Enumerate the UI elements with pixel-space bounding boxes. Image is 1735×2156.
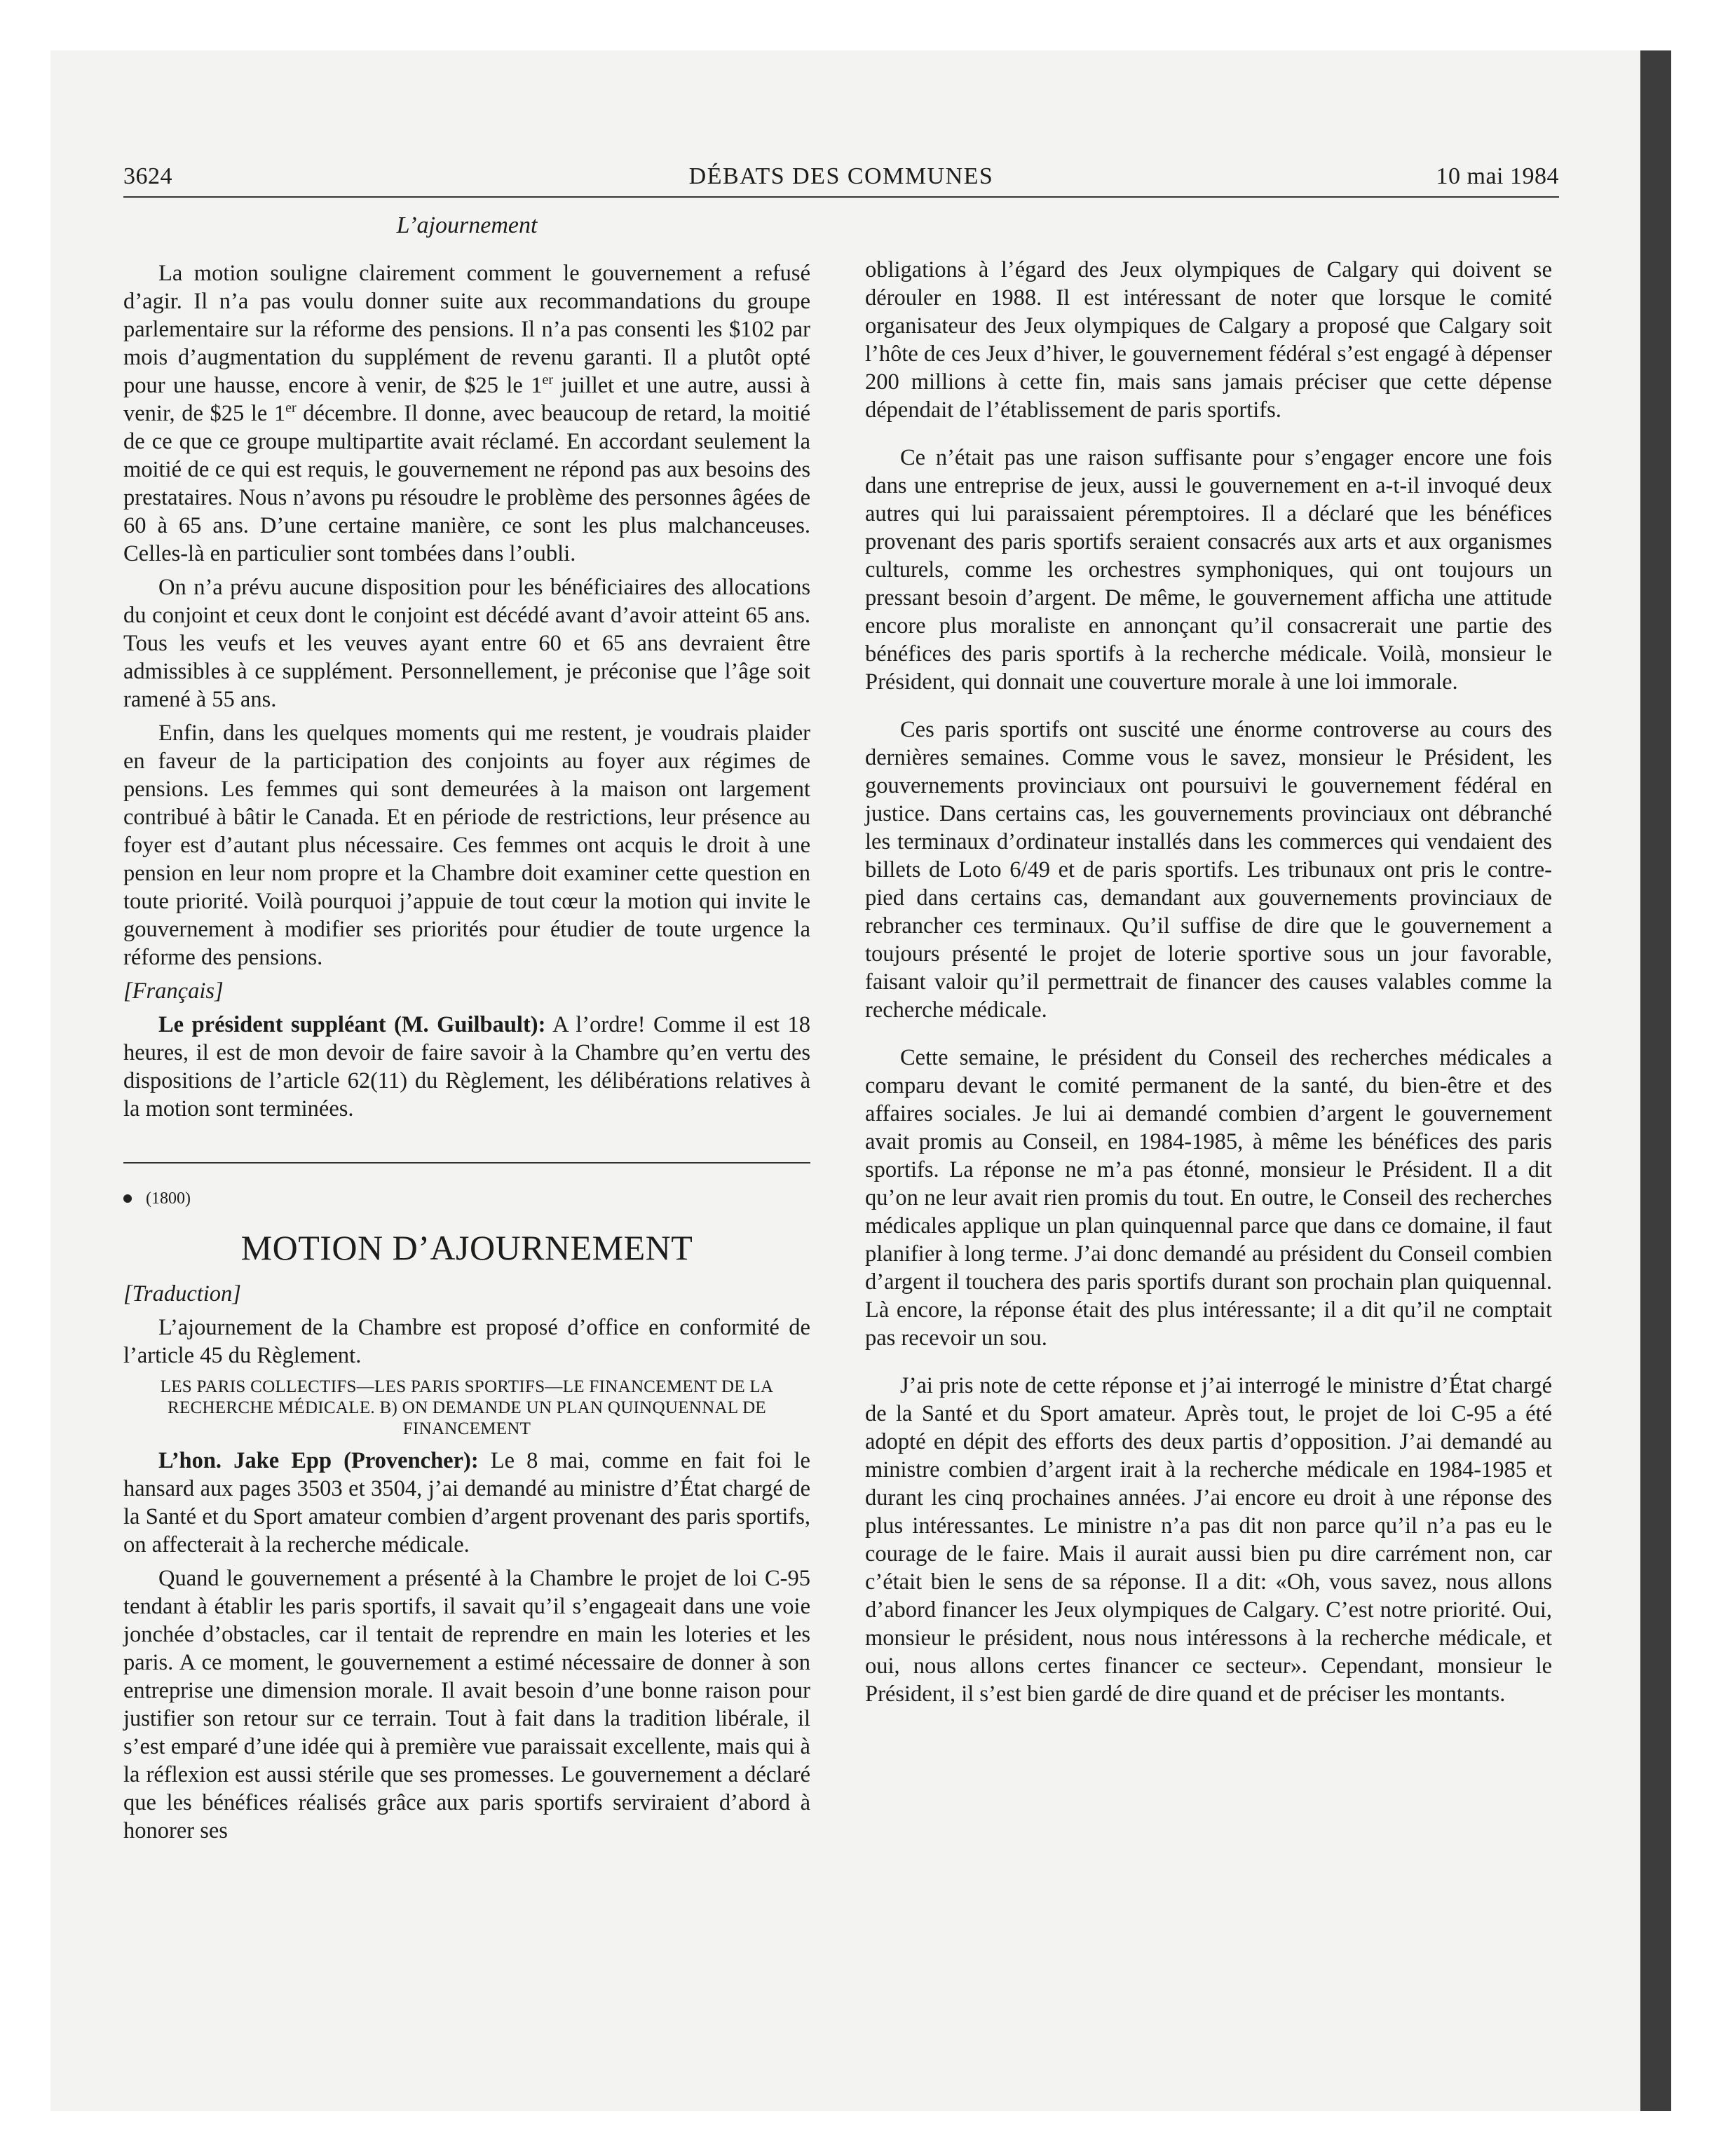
language-tag: [Français] [123, 978, 224, 1004]
speaker-name: Le président suppléant (M. Guilbault): [158, 1012, 546, 1037]
paragraph-text: décembre. Il donne, avec beaucoup de retard, la moitié de ce que ce groupe multipartite avait réclamé. En accordant seulement la moitié de ce qui est requis, le gouvernement ne répond pas aux besoins des prestataires. Nous n’avons pu résoudre le problème des personnes âgées de 60 à 65 ans. D’une certaine manière, ce sont les plus malchanceuses. Celles-là en particulier sont tombées dans l’oubli. [123, 401, 811, 566]
paragraph: Ces paris sportifs ont suscité une énorme controverse au cours des dernières semaines. Comme vous le savez, monsieur le Président, les gouvernements provinciaux ont poursuivi le gouvernement fédéral en justice. Dans certains cas, les gouvernements provinciaux ont débranché les terminaux d’ordinateur installés dans les commerces qui vendaient des billets de Loto 6/49 et de paris sportifs. Les tribunaux ont pris le contre-pied dans certains cas, demandant aux gouvernements provinciaux de rebrancher ces terminaux. Qu’il suffise de dire que le gouvernement a toujours présenté le projet de loterie sportive sous un jour favorable, faisant valoir qu’il permettrait de financer des causes valables comme la recherche médicale. [865, 717, 1552, 1023]
bullet-icon [123, 1194, 132, 1203]
paragraph: Quand le gouvernement a présenté à la Chambre le projet de loi C-95 tendant à établir les paris sportifs, il savait qu’il s’engageait dans une voie jonchée d’obstacles, car il tentait de reprendre en main les loteries et les paris. A ce moment, le gouvernement a estimé nécessaire de donner à son entreprise une dimension morale. Il avait besoin d’une bonne raison pour justifier son retour sur ce terrain. Tout à fait dans la tradition libérale, il s’est emparé d’une idée qui à première vue paraissait excellente, mais qui à la réflexion est aussi stérile que ses promesses. Le gouvernement a déclaré que les bénéfices réalisés grâce aux paris sportifs serviraient d’abord à honorer ses [123, 1566, 810, 1843]
speech-paragraph [123, 1011, 810, 1123]
superscript: er [285, 400, 297, 416]
paragraph [123, 259, 810, 568]
paragraph: J’ai pris note de cette réponse et j’ai interrogé le ministre d’État chargé de la Santé et du Sport amateur. Après tout, le projet de loi C-95 a été adopté en dépit des efforts des deux partis d’opposition. J’ai demandé au ministre combien d’argent irait à la recherche médicale en 1984-1985 et durant les cinq prochaines années. J’ai encore eu droit à une réponse des plus intéressantes. Le ministre n’a pas dit non parce qu’il n’a pas eu le courage de le faire. Mais il aurait aussi bien pu dire carrément non, car c’était bien le sens de sa réponse. Il a dit: «Oh, vous savez, nous allons d’abord financer les Jeux olympiques de Calgary. C’est notre priorité. Oui, monsieur le président, nous nous intéressons à la recherche médicale, et oui, nous allons certes financer ce secteur». Cependant, monsieur le Président, il s’est bien gardé de dire quand et de préciser les montants. [865, 1373, 1552, 1707]
paragraph: On n’a prévu aucune disposition pour les bénéficiaires des allocations du conjoint et ceux dont le conjoint est décédé avant d’avoir atteint 65 ans. Tous les veufs et les veuves ayant entre 60 et 65 ans devraient être admissibles à ce supplément. Personnellement, je préconise que l’âge soit ramené à 55 ans. [123, 575, 810, 712]
scan-edge-bar [1640, 50, 1671, 2111]
right-column [865, 256, 1552, 1728]
section-divider [123, 1162, 810, 1164]
publication-title: DÉBATS DES COMMUNES [688, 163, 994, 189]
paragraph: obligations à l’égard des Jeux olympiques de Calgary qui doivent se dérouler en 1988. Il est intéressant de noter que lorsque le comité organisateur des Jeux olympiques de Calgary a proposé que Calgary soit l’hôte de ces Jeux d’hiver, le gouvernement fédéral s’est engagé à dépenser 200 millions à cette fin, mais sans jamais préciser que cette dépense dépendait de l’établissement de paris sportifs. [865, 257, 1552, 423]
motion-title: MOTION D’AJOURNEMENT [240, 1228, 693, 1267]
page-number: 3624 [123, 163, 172, 189]
left-column [123, 203, 810, 1850]
page-header [123, 158, 1559, 200]
paragraph: L’ajournement de la Chambre est proposé d’office en conformité de l’article 45 du Règlement. [123, 1315, 810, 1368]
section-title: L’ajournement [396, 212, 538, 238]
paragraph-text: juillet et une autre, aussi à venir, de $25 le 1 [123, 373, 810, 426]
timestamp-text: (1800) [146, 1189, 191, 1208]
paragraph-text: La motion souligne clairement comment le gouvernement a refusé d’agir. Il n’a pas voulu donner suite aux recommandations du groupe parlementaire sur la réforme des pensions. Il n’a pas consenti les $102 par mois d’augmentation du supplément de revenu garanti. Il a plutôt opté pour une hausse, encore à venir, de $25 le 1 [123, 261, 810, 398]
paragraph: Enfin, dans les quelques moments qui me restent, je voudrais plaider en faveur de la participation des conjoints au foyer aux régimes de pensions. Les femmes qui sont demeurées à la maison ont largement contribué à bâtir le Canada. Et en période de restrictions, leur présence au foyer est d’autant plus nécessaire. Ces femmes ont acquis le droit à une pension en leur nom propre et la Chambre doit examiner cette question en toute priorité. Voilà pourquoi j’appuie de tout cœur la motion qui invite le gouvernement à modifier ses priorités pour étudier de toute urgence la réforme des pensions. [123, 721, 810, 970]
speech-text: A l’ordre! Comme il est 18 heures, il est de mon devoir de faire savoir à la Chambre qu’en vertu des dispositions de l’article 62(11) du Règlement, les délibérations relatives à la motion sont terminées. [123, 1012, 811, 1121]
paragraph: Ce n’était pas une raison suffisante pour s’engager encore une fois dans une entreprise de jeux, aussi le gouvernement en a-t-il invoqué deux autres qui lui paraissaient péremptoires. Il a déclaré que les bénéfices provenant des paris sportifs seraient consacrés aux arts et aux organismes culturels, comme les orchestres symphoniques, qui ont toujours un pressant besoin d’argent. De même, le gouvernement afficha une attitude encore plus moraliste en annonçant qu’il consacrerait une partie des bénéfices des paris sportifs à la recherche médicale. Voilà, monsieur le Président, qui donnait une couverture morale à une loi immorale. [865, 445, 1552, 695]
speech-text: Le 8 mai, comme en fait foi le hansard aux pages 3503 et 3504, j’ai demandé au ministre d’État chargé de la Santé et du Sport amateur combien d’argent provenant des paris sportifs, on affecterait à la recherche médicale. [123, 1448, 810, 1557]
sub-heading: LES PARIS COLLECTIFS—LES PARIS SPORTIFS—LE FINANCEMENT DE LA RECHERCHE MÉDICALE. B) ON DEMANDE UN PLAN QUINQUENNAL DE FINANCEMENT [160, 1377, 774, 1438]
page-date: 10 mai 1984 [1436, 163, 1559, 189]
speech-paragraph [123, 1447, 810, 1559]
language-tag: [Traduction] [123, 1281, 241, 1306]
superscript: er [542, 372, 553, 388]
timestamp [123, 1185, 810, 1213]
header-rule [123, 196, 1559, 198]
paragraph: Cette semaine, le président du Conseil des recherches médicales a comparu devant le comité permanent de la santé, du bien-être et des affaires sociales. Je lui ai demandé combien d’argent le gouvernement avait promis au Conseil, en 1984-1985, à même les bénéfices des paris sportifs. La réponse ne m’a pas étonné, monsieur le Président. Il a dit qu’on ne leur avait rien promis du tout. En outre, le Conseil des recherches médicales applique un plan quinquennal parce que dans ce domaine, il faut planifier à long terme. J’ai donc demandé au président du Conseil combien d’argent il touchera des paris sportifs durant son prochain plan quiquennal. Là encore, la réponse était des plus intéressante; il a dit qu’il ne comptait pas recevoir un sou. [865, 1045, 1552, 1351]
speaker-name: L’hon. Jake Epp (Provencher): [158, 1448, 479, 1473]
